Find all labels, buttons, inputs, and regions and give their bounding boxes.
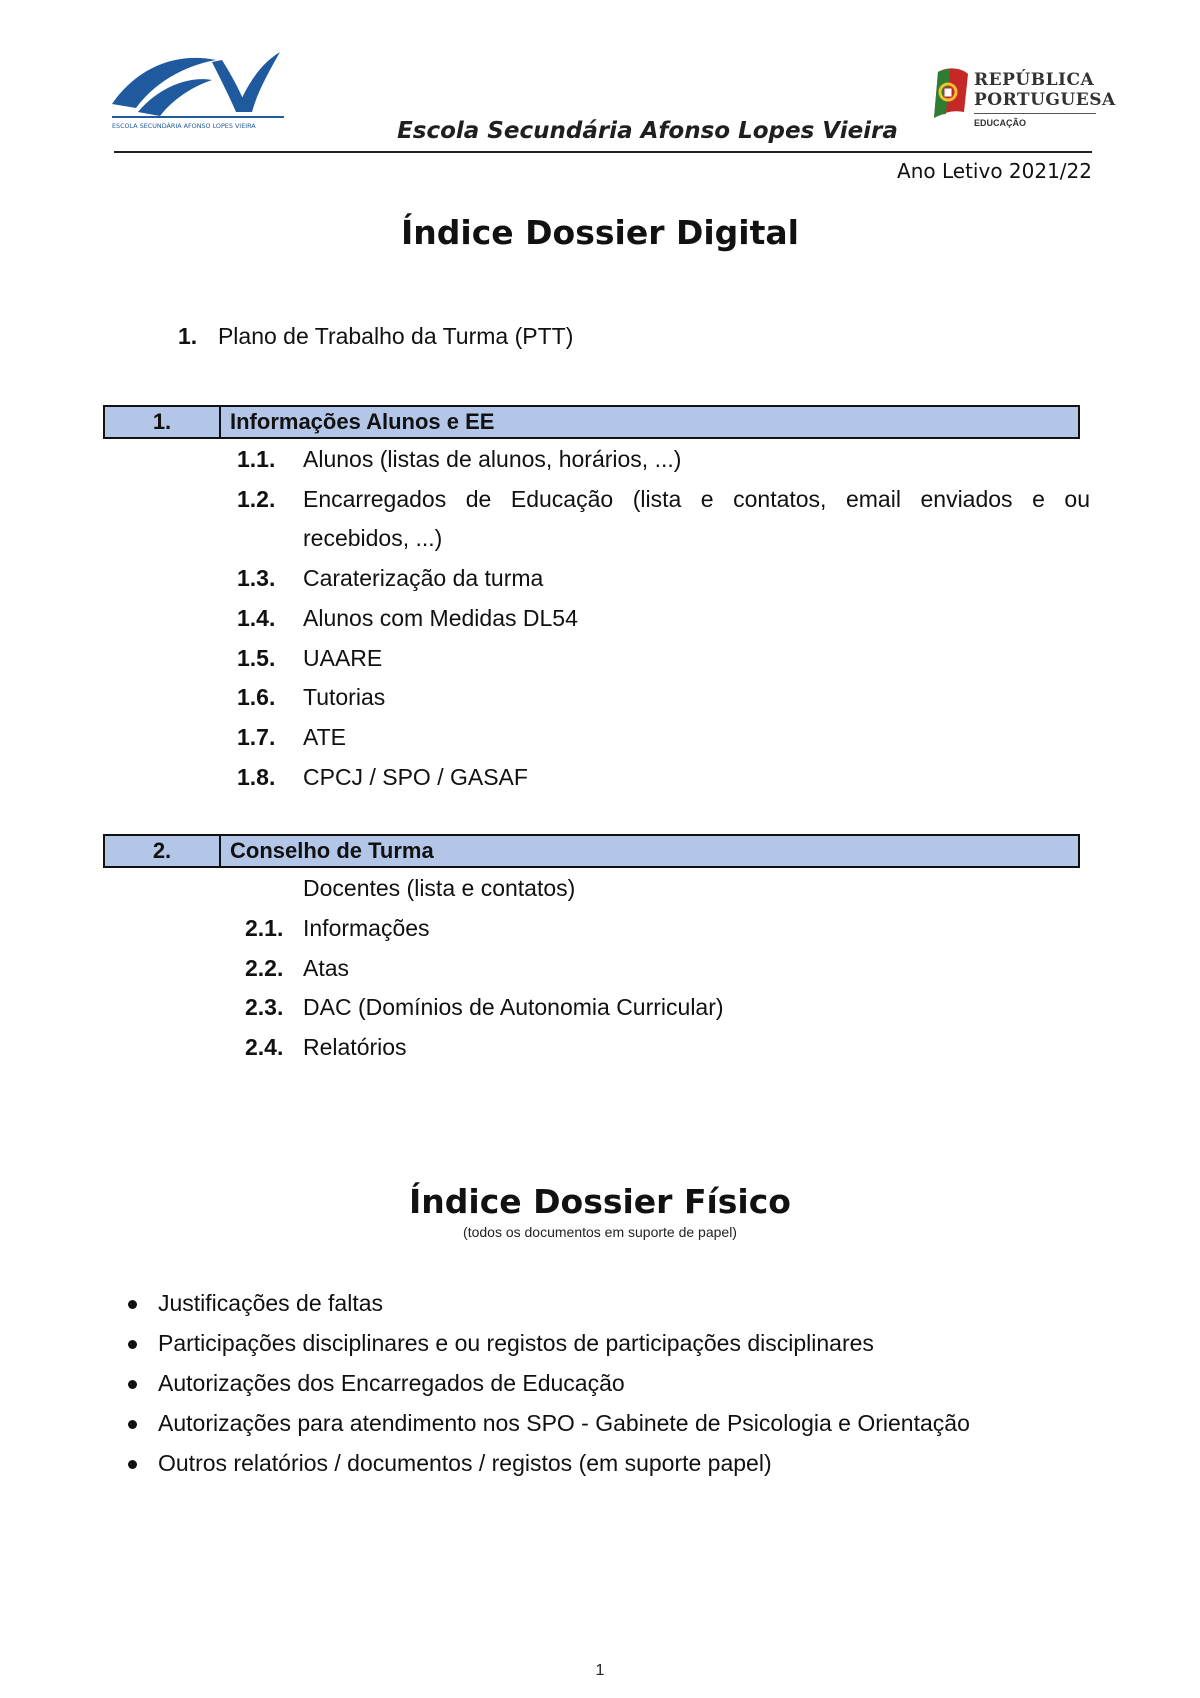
bullet-label: Autorizações dos Encarregados de Educação bbox=[158, 1370, 625, 1396]
bullet-item bbox=[128, 1410, 970, 1437]
bullet-label: Participações disciplinares e ou registos de participações disciplinares bbox=[158, 1330, 874, 1356]
list-item bbox=[237, 565, 543, 592]
bullet-item bbox=[128, 1330, 874, 1357]
item-number: 1.5. bbox=[237, 645, 276, 671]
item-label: CPCJ / SPO / GASAF bbox=[303, 764, 528, 790]
school-name: Escola Secundária Afonso Lopes Vieira bbox=[397, 118, 898, 144]
digital-index-title: Índice Dossier Digital bbox=[401, 213, 799, 252]
bullet-item bbox=[128, 1290, 383, 1317]
item-label-continuation: recebidos, ...) bbox=[303, 525, 443, 551]
page-number: 1 bbox=[595, 1662, 605, 1679]
item-number: 1.6. bbox=[237, 684, 276, 710]
item-label: UAARE bbox=[303, 645, 383, 671]
item-label: DAC (Domínios de Autonomia Curricular) bbox=[303, 994, 724, 1020]
gov-logo-line1: REPÚBLICA bbox=[974, 70, 1095, 90]
item-label: Alunos com Medidas DL54 bbox=[303, 605, 578, 631]
physical-index-title: Índice Dossier Físico bbox=[409, 1182, 791, 1221]
section-lead: Docentes (lista e contatos) bbox=[303, 875, 576, 901]
bullet-label: Outros relatórios / documentos / registos (em suporte papel) bbox=[158, 1450, 772, 1476]
section-title: Informações Alunos e EE bbox=[230, 409, 495, 434]
school-logo-caption: ESCOLA SECUNDÁRIA AFONSO LOPES VIEIRA bbox=[112, 122, 256, 130]
item-number: 1.4. bbox=[237, 605, 276, 631]
school-year: Ano Letivo 2021/22 bbox=[897, 159, 1092, 183]
bullet-icon bbox=[128, 1420, 137, 1429]
section-number: 1. bbox=[105, 407, 221, 437]
list-item bbox=[237, 764, 528, 791]
list-item bbox=[245, 955, 349, 982]
list-item bbox=[237, 605, 578, 632]
item-label: Relatórios bbox=[303, 1034, 407, 1060]
item-number: 1.8. bbox=[237, 764, 276, 790]
item-number: 2.2. bbox=[245, 955, 284, 981]
item-number: 1.2. bbox=[237, 486, 276, 512]
bullet-icon bbox=[128, 1380, 137, 1389]
item-label: Encarregados de Educação (lista e contatos, email enviados e ou bbox=[303, 486, 1090, 512]
item-label: Tutorias bbox=[303, 684, 386, 710]
section-bar-2 bbox=[103, 834, 1080, 868]
section-title: Conselho de Turma bbox=[230, 838, 434, 863]
list-item bbox=[237, 684, 385, 711]
government-logo bbox=[928, 66, 1116, 138]
item-label: Alunos (listas de alunos, horários, ...) bbox=[303, 446, 682, 472]
bullet-item bbox=[128, 1370, 625, 1397]
list-item bbox=[237, 645, 382, 672]
bullet-icon bbox=[128, 1340, 137, 1349]
bullet-icon bbox=[128, 1300, 137, 1309]
item-number: 1.1. bbox=[237, 446, 276, 472]
item-number: 1.3. bbox=[237, 565, 276, 591]
list-item bbox=[237, 486, 1090, 513]
portugal-flag-icon bbox=[928, 66, 972, 122]
intro-item bbox=[178, 323, 573, 350]
list-item bbox=[245, 915, 430, 942]
bullet-label: Autorizações para atendimento nos SPO - Gabinete de Psicologia e Orientação bbox=[158, 1410, 970, 1436]
list-item bbox=[237, 446, 681, 473]
bullet-item bbox=[128, 1450, 772, 1477]
item-number: 2.3. bbox=[245, 994, 284, 1020]
bullet-icon bbox=[128, 1460, 137, 1469]
gov-logo-divider bbox=[974, 113, 1096, 114]
item-label: Atas bbox=[303, 955, 350, 981]
item-number: 2.4. bbox=[245, 1034, 284, 1060]
intro-item-label: Plano de Trabalho da Turma (PTT) bbox=[217, 323, 574, 349]
list-item bbox=[237, 724, 346, 751]
section-bar-1 bbox=[103, 405, 1080, 439]
item-number: 1.7. bbox=[237, 724, 276, 750]
gov-logo-line2: PORTUGUESA bbox=[974, 90, 1116, 110]
list-item bbox=[245, 1034, 407, 1061]
header-divider bbox=[114, 151, 1092, 153]
item-label: Informações bbox=[303, 915, 430, 941]
section-number: 2. bbox=[105, 836, 221, 866]
item-label: Caraterização da turma bbox=[303, 565, 544, 591]
list-item bbox=[245, 994, 724, 1021]
item-label: ATE bbox=[303, 724, 347, 750]
physical-index-subtitle: (todos os documentos em suporte de papel) bbox=[463, 1224, 737, 1240]
gov-logo-line3: EDUCAÇÃO bbox=[974, 118, 1027, 128]
item-number: 2.1. bbox=[245, 915, 284, 941]
bullet-label: Justificações de faltas bbox=[158, 1290, 384, 1316]
intro-item-number: 1. bbox=[178, 323, 198, 349]
